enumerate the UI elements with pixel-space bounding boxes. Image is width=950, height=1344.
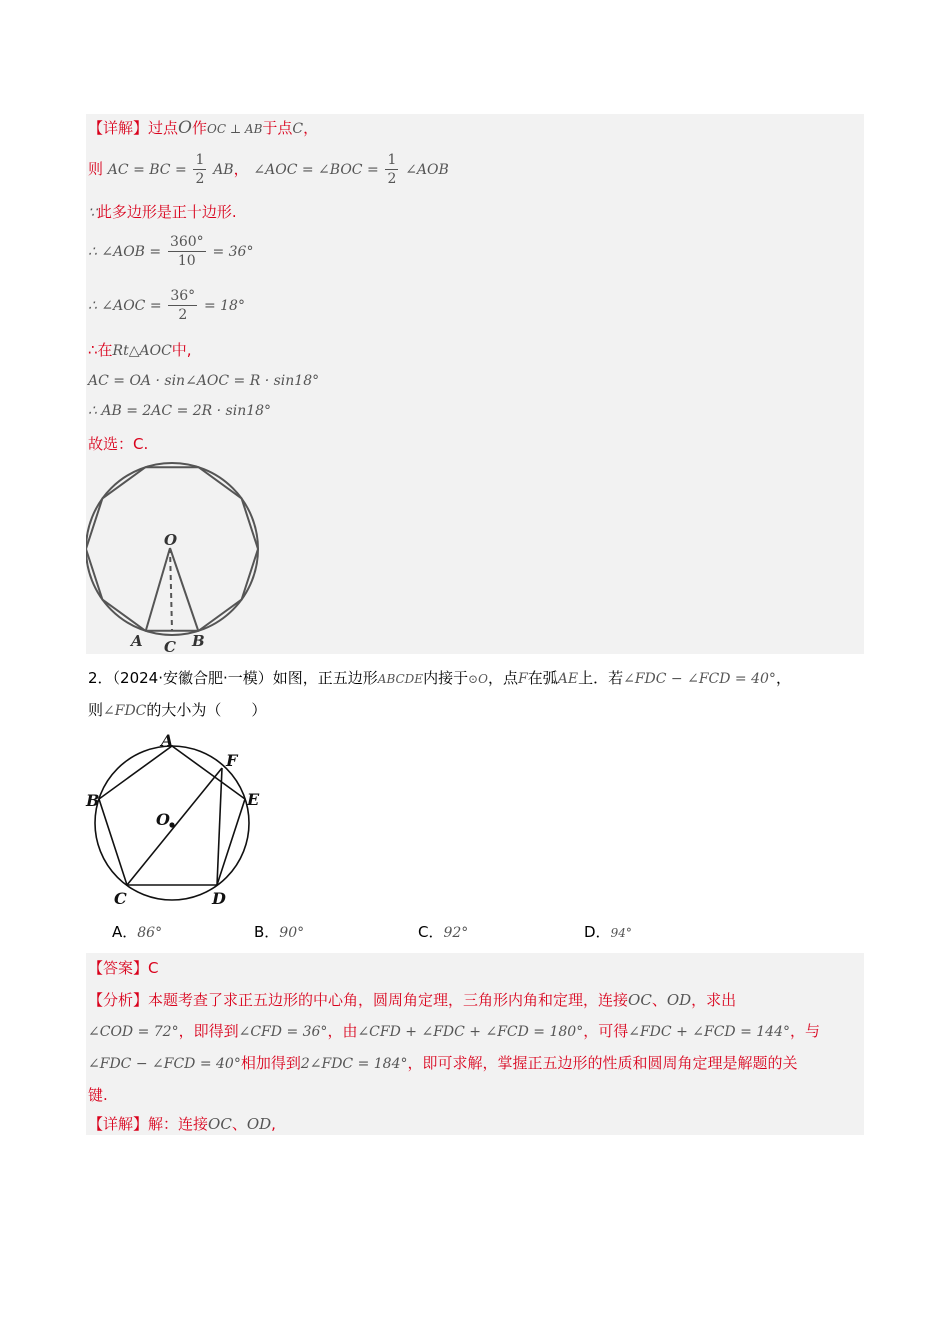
- detail-line-2: 则 AC = BC = $\frac{1}{2}$ AB， ∠AOC = ∠BOC = $\frac{1}{2}$ ∠AOB: [88, 152, 449, 187]
- detail-line-5: ∴ ∠AOC = $\frac{36^\circ}{2}$ = 18°: [88, 288, 245, 323]
- segment-DF: [217, 768, 222, 885]
- label-B: B: [86, 791, 100, 810]
- fraction-36-2: $\frac{36^\circ}{2}$: [170, 288, 196, 323]
- label-B: B: [192, 632, 205, 650]
- detail-label: 【详解】: [88, 1115, 149, 1133]
- answer-value: C: [148, 959, 159, 977]
- question-number: 2．: [88, 669, 113, 687]
- label-C: C: [164, 638, 176, 654]
- answer-block-2: [86, 953, 864, 1135]
- detail-line-1: 【详解】过点O作OC ⊥ AB于点C，: [88, 118, 319, 138]
- label-A: A: [161, 731, 174, 750]
- option-c[interactable]: C．92°: [418, 923, 469, 941]
- option-a[interactable]: A．86°: [112, 923, 163, 941]
- detail-line-7: AC = OA · sin∠AOC = R · sin18°: [88, 373, 320, 389]
- detail-line-3: ∵此多边形是正十边形.: [88, 203, 237, 221]
- question-2-line-1: 2．（2024·安徽合肥·一模）如图，正五边形ABCDE内接于⊙O，点F在弧AE上．若∠FDC − ∠FCD = 40°，: [88, 669, 791, 687]
- option-b[interactable]: B．90°: [254, 923, 305, 941]
- analysis-line-1: 【分析】本题考查了求正五边形的中心角，圆周角定理，三角形内角和定理，连接OC、OD，求出: [88, 991, 737, 1009]
- segment-OA: [146, 548, 170, 630]
- analysis-line-2: ∠COD = 72°，即得到∠CFD = 36°，由∠CFD + ∠FDC + ∠FCD = 180°，可得∠FDC + ∠FCD = 144°，与: [88, 1022, 820, 1040]
- label-O: O: [156, 810, 170, 829]
- fraction-half: $\frac{1}{2}$: [195, 152, 205, 187]
- label-C: C: [114, 889, 127, 908]
- label-O: O: [164, 531, 178, 549]
- label-F: F: [226, 751, 238, 770]
- figure-decagon: [86, 462, 262, 654]
- option-d[interactable]: D．94°: [584, 923, 632, 941]
- circumcircle: [86, 463, 258, 635]
- detail-line-8: ∴ AB = 2AC = 2R · sin18°: [88, 403, 272, 419]
- label-D: D: [212, 889, 226, 908]
- center-dot: [169, 822, 174, 827]
- figure-pentagon: [84, 728, 274, 910]
- detail-line-6: ∴在Rt△AOC中,: [88, 341, 192, 359]
- question-2-line-2: 则∠FDC的大小为（ ）: [88, 701, 267, 719]
- detail-conclusion: 故选：C.: [88, 435, 149, 453]
- fraction-360-10: $\frac{360^\circ}{10}$: [169, 234, 204, 269]
- detail-label: 【详解】: [88, 119, 149, 137]
- analysis-line-3: ∠FDC − ∠FCD = 40°相加得到2∠FDC = 184°，即可求解，掌握正五边形的性质和圆周角定理是解题的关: [88, 1054, 798, 1072]
- question-source: （2024·安徽合肥·一模）: [112, 669, 273, 687]
- segment-OB: [170, 548, 198, 630]
- detail-line-q2: 【详解】解：连接OC、OD,: [88, 1115, 276, 1133]
- fraction-half: $\frac{1}{2}$: [387, 152, 397, 187]
- label-A: A: [131, 632, 143, 650]
- segment-OC: [170, 548, 172, 630]
- analysis-label: 【分析】: [88, 991, 149, 1009]
- answer-label: 【答案】: [88, 959, 149, 977]
- segment-CF: [127, 768, 222, 885]
- detail-line-4: ∴ ∠AOB = $\frac{360^\circ}{10}$ = 36°: [88, 234, 254, 269]
- analysis-line-4: 键.: [88, 1086, 108, 1104]
- pentagon-ABCDE: [99, 746, 245, 885]
- answer-line: [88, 958, 159, 978]
- label-E: E: [247, 790, 260, 809]
